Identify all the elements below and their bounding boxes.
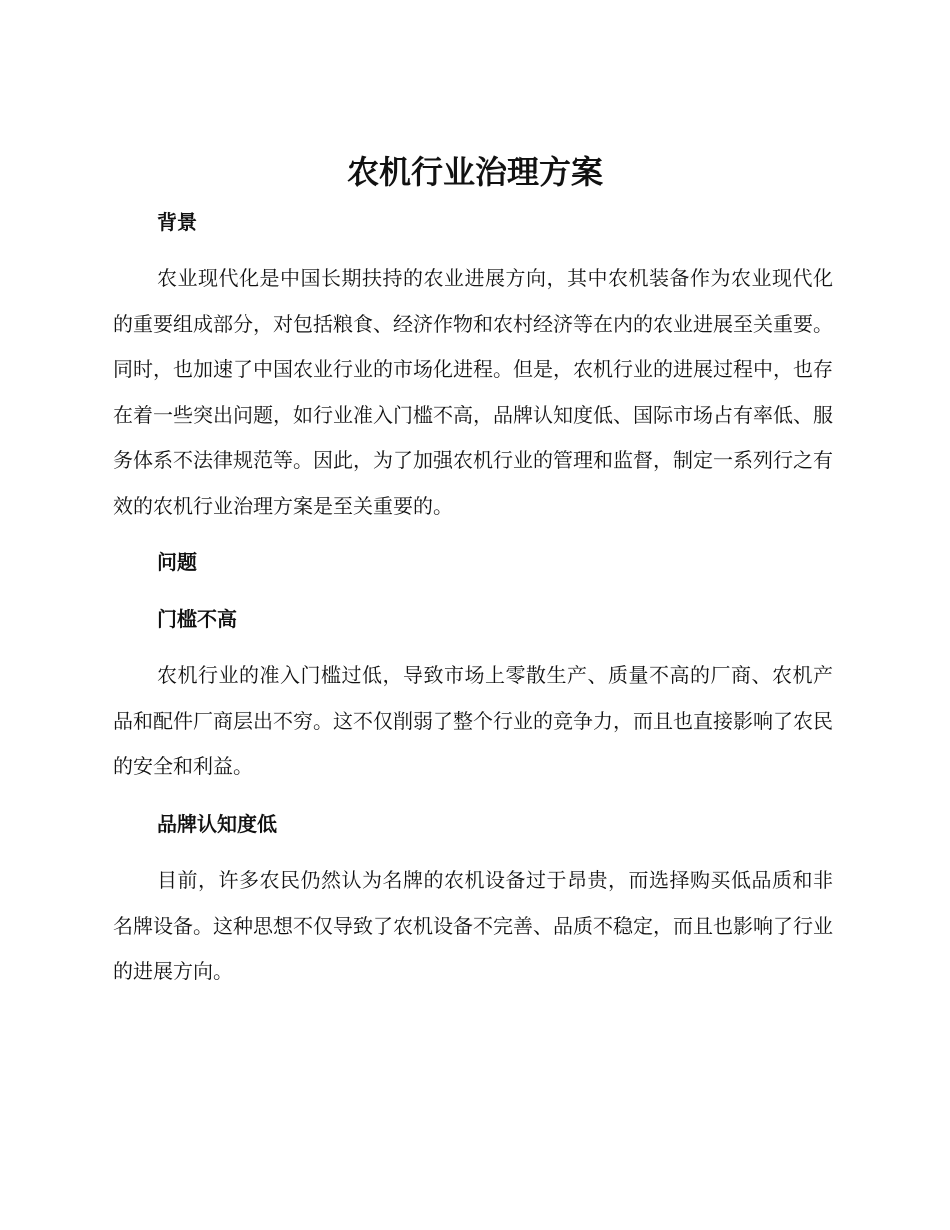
- subheading-threshold: 门槛不高: [157, 607, 237, 631]
- subheading-brand-awareness: 品牌认知度低: [157, 812, 277, 836]
- document-title: 农机行业治理方案: [346, 153, 603, 191]
- section-heading-problems: 问题: [157, 550, 197, 574]
- section-heading-background: 背景: [157, 210, 197, 234]
- threshold-paragraph: 农机行业的准入门槛过低，导致市场上零散生产、质量不高的厂商、农机产品和配件厂商层出不穷。这不仅削弱了整个行业的竞争力，而且也直接影响了农民的安全和利益。: [113, 663, 833, 778]
- background-paragraph: 农业现代化是中国长期扶持的农业进展方向，其中农机装备作为农业现代化的重要组成部分，对包括粮食、经济作物和农村经济等在内的农业进展至关重要。同时，也加速了中国农业行业的市场化进程。但是，农机行业的进展过程中，也存在着一些突出问题，如行业准入门槛不高，品牌认知度低、国际市场占有率低、服务体系不法律规范等。因此，为了加强农机行业的管理和监督，制定一系列行之有效的农机行业治理方案是至关重要的。: [113, 266, 833, 518]
- brand-awareness-paragraph: 目前，许多农民仍然认为名牌的农机设备过于昂贵，而选择购买低品质和非名牌设备。这种思想不仅导致了农机设备不完善、品质不稳定，而且也影响了行业的进展方向。: [113, 868, 833, 983]
